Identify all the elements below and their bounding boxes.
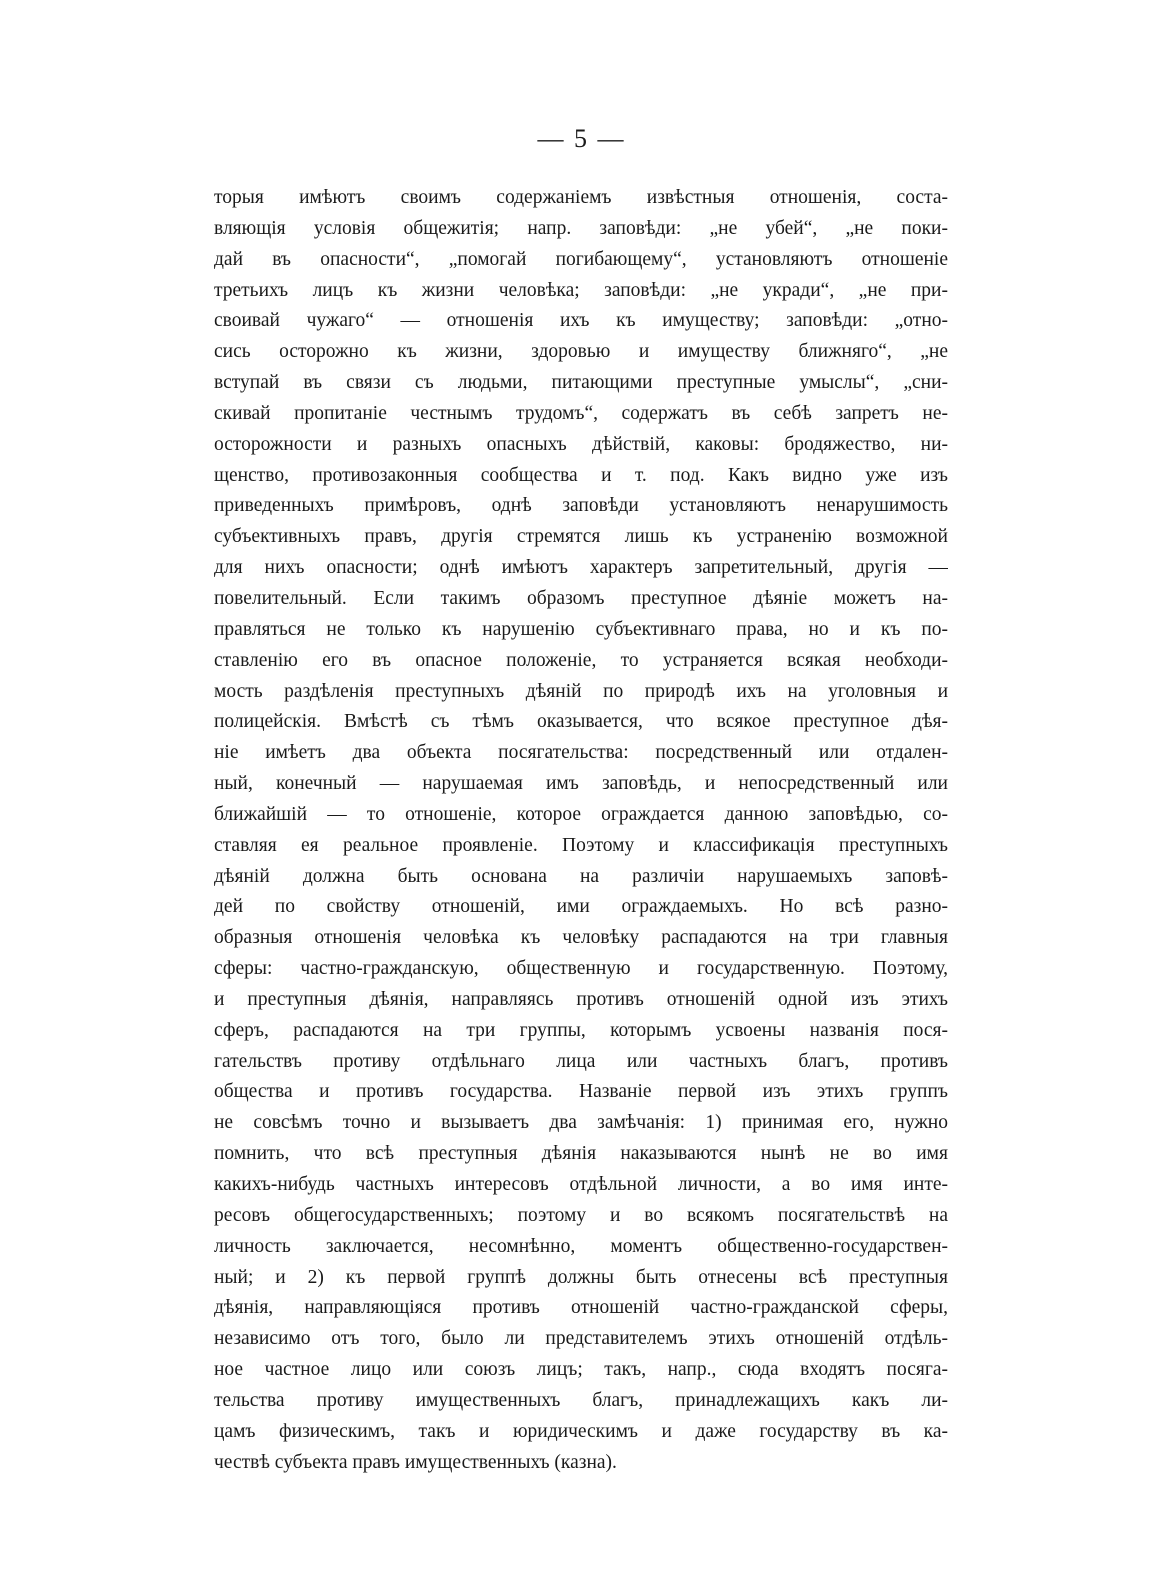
text-line: дей по свойству отношеній, ими ограждаемыхъ. Но всѣ разно-	[214, 896, 948, 918]
text-line: не совсѣмъ точно и вызываетъ два замѣчанія: 1) принимая его, нужно	[214, 1112, 948, 1134]
text-line: повелительный. Если такимъ образомъ преступное дѣяніе можетъ на-	[214, 587, 948, 609]
text-line: помнить, что всѣ преступныя дѣянія наказываются нынѣ не во имя	[214, 1143, 948, 1165]
text-line: гательствъ противу отдѣльнаго лица или частныхъ благъ, противъ	[214, 1050, 948, 1072]
text-line: общества и противъ государства. Названіе первой изъ этихъ группъ	[214, 1081, 948, 1103]
text-line: сись осторожно къ жизни, здоровью и имуществу ближняго“, „не	[214, 341, 948, 363]
text-line: сферы: частно-гражданскую, общественную и государственную. Поэтому,	[214, 958, 948, 980]
text-line: приведенныхъ примѣровъ, однѣ заповѣди установляютъ ненарушимость	[214, 495, 948, 517]
text-line: вляющія условія общежитія; напр. заповѣди: „не убей“, „не поки-	[214, 217, 948, 239]
text-line: полицейскія. Вмѣстѣ съ тѣмъ оказывается, что всякое преступное дѣя-	[214, 711, 948, 733]
text-line: независимо отъ того, было ли представителемъ этихъ отношеній отдѣль-	[214, 1328, 948, 1350]
text-line: ставляя ея реальное проявленіе. Поэтому и классификація преступныхъ	[214, 834, 948, 856]
text-line: своивай чужаго“ — отношенія ихъ къ имуществу; заповѣди: „отно-	[214, 310, 948, 332]
text-line: и преступныя дѣянія, направляясь противъ отношеній одной изъ этихъ	[214, 988, 948, 1010]
text-line: ближайшій — то отношеніе, которое ограждается данною заповѣдью, со-	[214, 803, 948, 825]
text-line: цамъ физическимъ, такъ и юридическимъ и даже государству въ ка-	[214, 1420, 948, 1442]
text-line: ніе имѣетъ два объекта посягательства: посредственный или отдален-	[214, 742, 948, 764]
text-line: торыя имѣютъ своимъ содержаніемъ извѣстныя отношенія, соста-	[214, 187, 948, 208]
text-line: дѣяній должна быть основана на различіи нарушаемыхъ заповѣ-	[214, 865, 948, 887]
text-line: щенство, противозаконныя сообщества и т. под. Какъ видно уже изъ	[214, 464, 948, 486]
text-line: сферъ, распадаются на три группы, которымъ усвоены названія пося-	[214, 1019, 948, 1041]
text-line: правляться не только къ нарушенію субъективнаго права, но и къ по-	[214, 618, 948, 640]
text-line: для нихъ опасности; однѣ имѣютъ характеръ запретительный, другія —	[214, 557, 948, 579]
text-line: третьихъ лицъ къ жизни человѣка; заповѣди: „не укради“, „не при-	[214, 279, 948, 301]
text-line: субъективныхъ правъ, другія стремятся лишь къ устраненію возможной	[214, 526, 948, 548]
text-line: мость раздѣленія преступныхъ дѣяній по природѣ ихъ на уголовныя и	[214, 680, 948, 702]
text-line: дай въ опасности“, „помогай погибающему“, установляютъ отношеніе	[214, 248, 948, 270]
body-paragraph	[214, 183, 948, 1478]
text-line: осторожности и разныхъ опасныхъ дѣйствій, каковы: бродяжество, ни-	[214, 433, 948, 455]
text-line: ный; и 2) къ первой группѣ должны быть отнесены всѣ преступныя	[214, 1266, 948, 1288]
text-line: вступай въ связи съ людьми, питающими преступные умыслы“, „сни-	[214, 372, 948, 394]
text-line: какихъ-нибудь частныхъ интересовъ отдѣльной личности, а во имя инте-	[214, 1174, 948, 1195]
text-line: ное частное лицо или союзъ лицъ; такъ, напр., сюда входятъ посяга-	[214, 1359, 948, 1381]
text-line: дѣянія, направляющіяся противъ отношеній частно-гражданской сферы,	[214, 1297, 948, 1319]
page-number: — 5 —	[537, 124, 626, 153]
text-line: личность заключается, несомнѣнно, моментъ общественно-государствен-	[214, 1235, 948, 1257]
text-line: тельства противу имущественныхъ благъ, принадлежащихъ какъ ли-	[214, 1389, 948, 1411]
text-line: ресовъ общегосударственныхъ; поэтому и во всякомъ посягательствѣ на	[214, 1204, 948, 1226]
text-line: образныя отношенія человѣка къ человѣку распадаются на три главныя	[214, 927, 948, 949]
text-line: скивай пропитаніе честнымъ трудомъ“, содержатъ въ себѣ запретъ не-	[214, 402, 948, 424]
text-line: чествѣ субъекта правъ имущественныхъ (казна).	[214, 1451, 617, 1473]
text-line: ставленію его въ опасное положеніе, то устраняется всякая необходи-	[214, 649, 948, 671]
text-line: ный, конечный — нарушаемая имъ заповѣдь, и непосредственный или	[214, 773, 948, 795]
